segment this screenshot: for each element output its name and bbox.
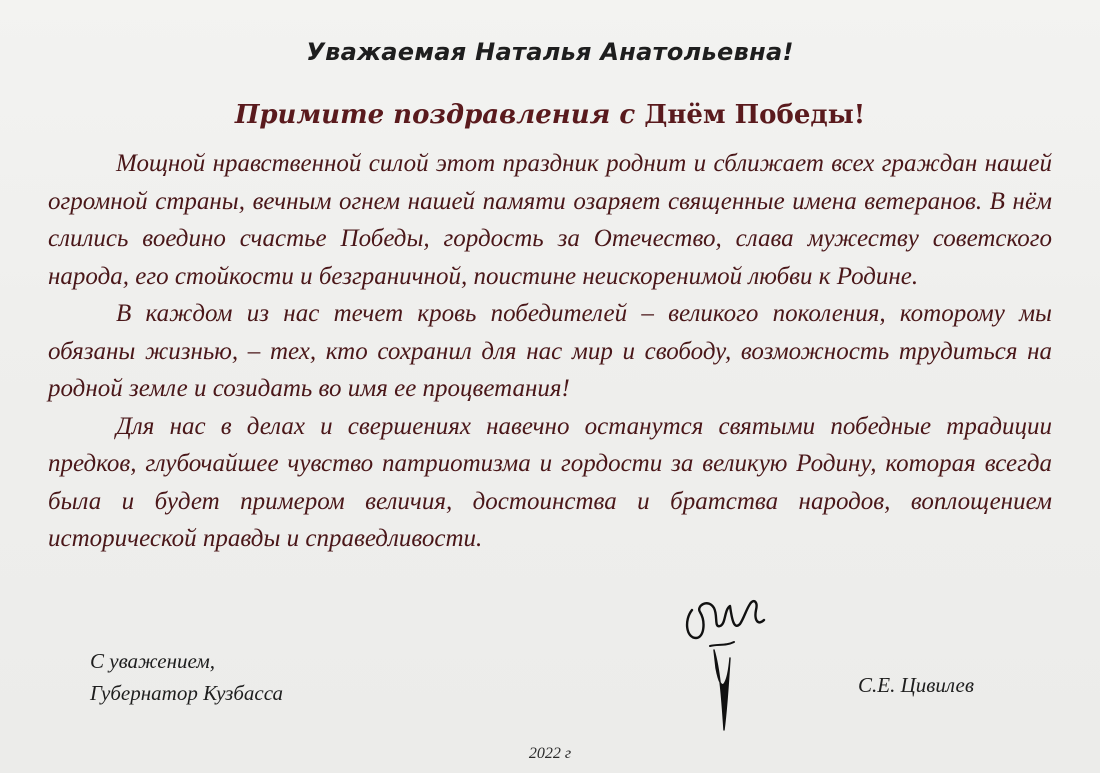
letter-year: 2022 г [528,745,572,762]
closing-block [90,645,283,709]
headline-emphasis: Днём Победы! [644,100,866,130]
paragraph-2: В каждом из нас течет кровь победителей – великого поколения, которому мы обязаны жизнью, – тех, кто сохранил для нас мир и свободу, возможность трудиться на родной земле и созидать во имя ее процветания! [48,300,1052,402]
greeting: Уважаемая Наталья Анатольевна! [306,38,794,66]
paragraph-3: Для нас в делах и свершениях навечно останутся святыми победные традиции предков, глубочайшее чувство патриотизма и гордости за великую Родину, которая всегда была и будет примером величия, достоинства и братства народов, воплощением исторической правды и справедливости. [48,412,1052,552]
paragraph-1: Мощной нравственной силой этот праздник роднит и сближает всех граждан нашей огромной страны, вечным огнем нашей памяти озаряет священные имена ветеранов. В нём слились воедино счастье Победы, гордость за Отечество, слава мужеству советского народа, его стойкости и безграничной, поистине неискоренимой любви к Родине. [48,150,1052,290]
closing-title: Губернатор Кузбасса [90,681,284,705]
handwritten-signature [670,580,790,750]
closing-regards: С уважением, [90,649,215,673]
headline [0,100,1100,130]
headline-prefix: Примите поздравления с [234,100,645,130]
signer-name: С.Е. Цивилев [858,673,974,697]
letter-body [48,145,1052,558]
